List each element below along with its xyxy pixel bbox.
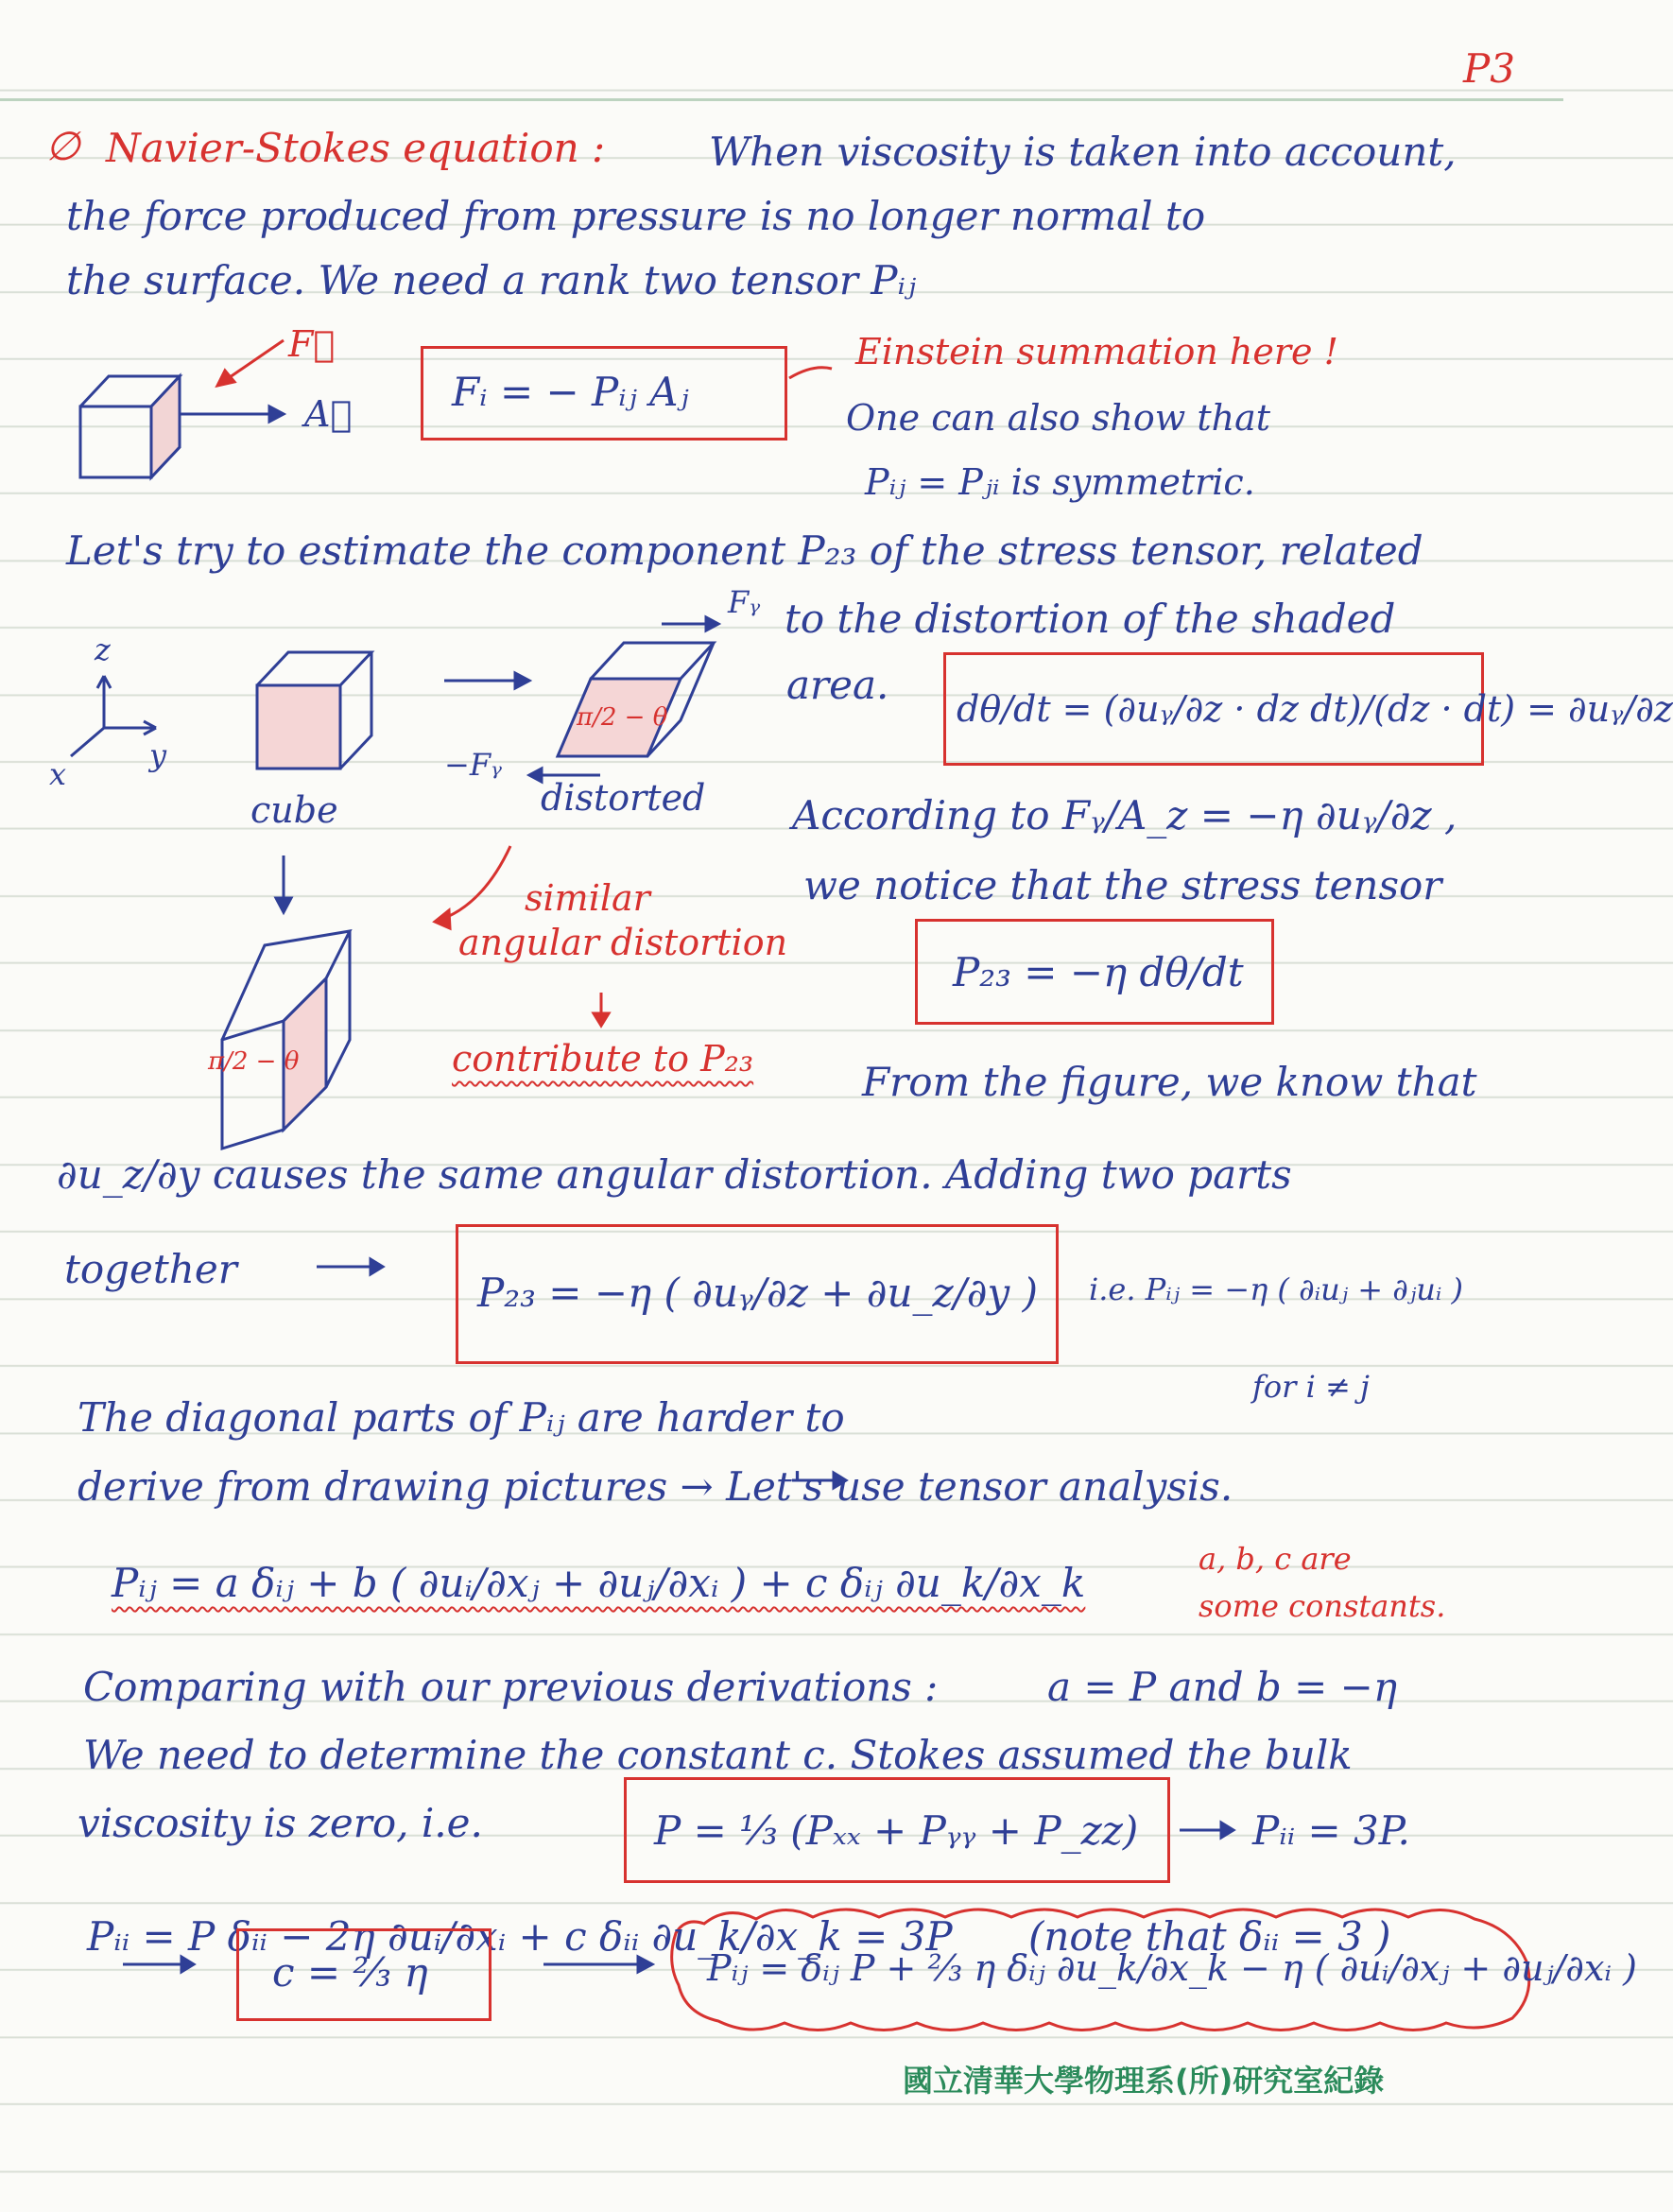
estimate-line-3: area.: [786, 662, 889, 708]
footer-institution: 國立清華大學物理系(所)研究室紀錄: [903, 2063, 1385, 2099]
down-arrow-drawing: [276, 855, 291, 912]
diagonal-line-1: The diagonal parts of Pᵢⱼ are harder to: [78, 1394, 845, 1441]
tilted-front-face: [222, 1021, 284, 1149]
together-word: together: [64, 1246, 237, 1292]
section-title: Navier-Stokes equation :: [106, 125, 606, 171]
according-line: According to Fᵧ/A_z = −η ∂uᵧ/∂z ,: [792, 792, 1457, 838]
cube-drawing: [257, 652, 371, 769]
section-symbol: ∅: [45, 123, 80, 169]
tilted-box-drawing: [222, 931, 350, 1149]
p23-equation: P₂₃ = −η dθ/dt: [953, 949, 1244, 995]
comparison-line-3: viscosity is zero, i.e.: [78, 1800, 483, 1846]
from-figure-line: From the figure, we know that: [862, 1059, 1477, 1105]
area-vector-head: [269, 406, 284, 422]
angular-distortion-note: angular distortion: [458, 922, 788, 963]
general-tensor-equation: Pᵢⱼ = a δᵢⱼ + b ( ∂uᵢ/∂xⱼ + ∂uⱼ/∂xᵢ ) + c δᵢⱼ ∂u_k/∂x_k: [112, 1560, 1086, 1606]
distorted-label: distorted: [541, 777, 706, 819]
ab-values: a = P and b = −η: [1047, 1664, 1398, 1710]
axis-x-label: x: [49, 756, 67, 792]
pressure-equation: P = ⅓ (Pₓₓ + Pᵧᵧ + P_zz): [654, 1807, 1139, 1854]
cube-to-distorted-arrow: [444, 673, 529, 688]
force-cube-shaded-face: [151, 376, 180, 477]
similar-note: similar: [525, 877, 650, 919]
einstein-pointer-arrow: [789, 368, 832, 378]
comparison-line-2: We need to determine the constant c. Stokes assumed the bulk: [83, 1732, 1353, 1778]
constants-note-2: some constants.: [1199, 1588, 1446, 1624]
delta-trace-note: (note that δᵢᵢ = 3 ): [1028, 1913, 1391, 1960]
angle-label-tilted: π/2 − θ: [208, 1047, 300, 1076]
cube-front-face: [257, 685, 340, 769]
diagonal-line-2: derive from drawing pictures → Let's use tensor analysis.: [78, 1463, 1233, 1510]
einstein-note: Einstein summation here !: [855, 331, 1338, 372]
x-axis-line: [71, 728, 104, 756]
estimate-line-2: to the distortion of the shaded: [785, 596, 1396, 642]
symmetric-line-2: Pᵢⱼ = Pⱼᵢ is symmetric.: [865, 461, 1255, 503]
cube-label: cube: [250, 789, 338, 831]
i-neq-j-condition: for i ≠ j: [1252, 1369, 1370, 1405]
distorted-box-drawing: [529, 617, 718, 782]
force-cube-drawing: [80, 376, 284, 477]
page-number: P3: [1463, 45, 1515, 92]
ie-equation: i.e. Pᵢⱼ = −η ( ∂ᵢuⱼ + ∂ⱼuᵢ ): [1089, 1271, 1463, 1307]
trace-equation: Pᵢᵢ = P δᵢᵢ − 2η ∂uᵢ/∂xᵢ + c δᵢᵢ ∂u_k/∂x_k = 3P: [87, 1913, 953, 1960]
fy-bottom-label: −Fᵧ: [444, 747, 503, 783]
force-vector-head: [217, 371, 234, 386]
intro-line-1: When viscosity is taken into account,: [709, 129, 1457, 175]
force-cube-front: [80, 406, 151, 477]
contribute-note: contribute to P₂₃: [452, 1038, 754, 1080]
dtheta-equation: dθ/dt = (∂uᵧ/∂z · dz dt)/(dz · dt) = ∂uᵧ/∂z: [957, 688, 1673, 730]
axis-z-label: z: [95, 631, 111, 667]
final-equation: Pᵢⱼ = δᵢⱼ P + ⅔ η δᵢⱼ ∂u_k/∂x_k − η ( ∂uᵢ/∂xⱼ + ∂uⱼ/∂xᵢ ): [707, 1947, 1637, 1989]
angle-label-distorted: π/2 − θ: [577, 703, 668, 732]
area-label-A: A⃗: [304, 393, 353, 435]
notice-line: we notice that the stress tensor: [803, 862, 1442, 908]
estimate-line-1: Let's try to estimate the component P₂₃ of the stress tensor, related: [66, 527, 1423, 574]
intro-line-3: the surface. We need a rank two tensor Pᵢⱼ: [66, 257, 917, 303]
cube-top-face: [257, 652, 371, 685]
fy-top-label: Fᵧ: [728, 584, 761, 620]
force-equation: Fᵢ = − Pᵢⱼ Aⱼ: [452, 369, 689, 415]
force-label-F: F⃗: [288, 323, 336, 365]
symmetric-line-1: One can also show that: [846, 397, 1271, 439]
same-distortion-line: ∂u_z/∂y causes the same angular distortion. Adding two parts: [57, 1151, 1292, 1198]
constants-note-1: a, b, c are: [1199, 1541, 1352, 1577]
c-result: c = ⅔ η: [272, 1949, 428, 1996]
intro-line-2: the force produced from pressure is no longer normal to: [66, 193, 1206, 239]
axis-y-label: y: [149, 737, 167, 773]
comparison-line-1: Comparing with our previous derivations :: [83, 1664, 939, 1710]
trace-result: Pᵢᵢ = 3P.: [1252, 1807, 1410, 1854]
axes-drawing: [71, 676, 156, 756]
p23-full-equation: P₂₃ = −η ( ∂uᵧ/∂z + ∂u_z/∂y ): [477, 1270, 1038, 1316]
distorted-top-face: [591, 643, 714, 679]
